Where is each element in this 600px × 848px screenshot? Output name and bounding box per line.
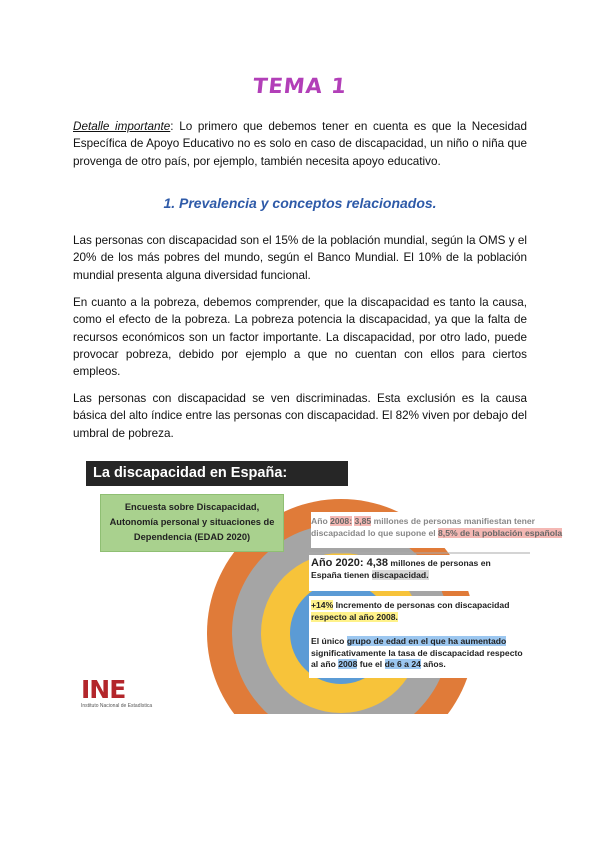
survey-line-2: Autonomía personal y situaciones de [109,517,275,527]
page-title: TEMA 1 [251,74,349,98]
paragraph-poverty: En cuanto a la pobreza, debemos comprender, que la discapacidad es tanto la causa, como el efecto de la pobreza. La pobreza potencia la discapacidad, ya que la falta de recursos económicos son un factor importante. La discapacidad, por otro lado, puede provocar pobreza, debido por ejemplo a que no cuentan con ellos para ciertos empleos. [73,296,527,379]
fact-age-group: El único grupo de edad en el que ha aumentado significativamente la tasa de discapacidad respecto al año 2008 fue el de 6 a 24 años. [311,636,523,669]
fact-2008: Año 2008: 3,85 millones de personas manifiestan tener discapacidad lo que supone el 8,5% de la población española [311,516,563,538]
fact-increase: +14% Incremento de personas con discapacidad respecto al año 2008. [311,600,510,622]
fact-2020: Año 2020: 4,38 millones de personas en España tienen discapacidad. [311,557,491,580]
paragraph-discrimination: Las personas con discapacidad se ven discriminadas. Esta exclusión es la causa básica del alto índice entre las personas con discapacidad. El 82% viven por debajo del umbral de pobreza. [73,392,527,440]
concentric-circles-graphic [73,452,530,714]
survey-line-1: Encuesta sobre Discapacidad, [124,502,260,512]
fact-2008-percent: 8,5% de la población española [438,527,563,538]
ine-logo: INE [81,675,126,704]
figure-header: La discapacidad en España: [86,461,348,486]
fact-2008-year: 2008: [330,516,353,526]
infographic [73,452,563,714]
intro-text: : Lo primero que debemos tener en cuenta es que la Necesidad Específica de Apoyo Educativo no es solo en caso de discapacidad, un niño o niña que provenga de otro país, por ejemplo, también necesita apoyo educativo. [73,120,527,168]
survey-line-3: Dependencia (EDAD 2020) [133,532,251,542]
fact-2020-year: Año 2020: [311,557,364,569]
fact-increase-pct: +14% [311,600,334,610]
ine-logo-subtitle: Instituto Nacional de Estadística [81,703,153,709]
section-heading: 1. Prevalencia y conceptos relacionados. [163,195,437,211]
intro-label: Detalle importante [73,120,171,133]
paragraph-prevalence: Las personas con discapacidad son el 15% de la población mundial, según la OMS y el 20% de los más pobres del mundo, según el Banco Mundial. El 10% de la población mundial presenta alguna diversidad funcional. [73,234,527,282]
fact-2008-amount: 3,85 [354,516,372,526]
survey-box [100,494,284,552]
intro-paragraph [73,118,527,170]
